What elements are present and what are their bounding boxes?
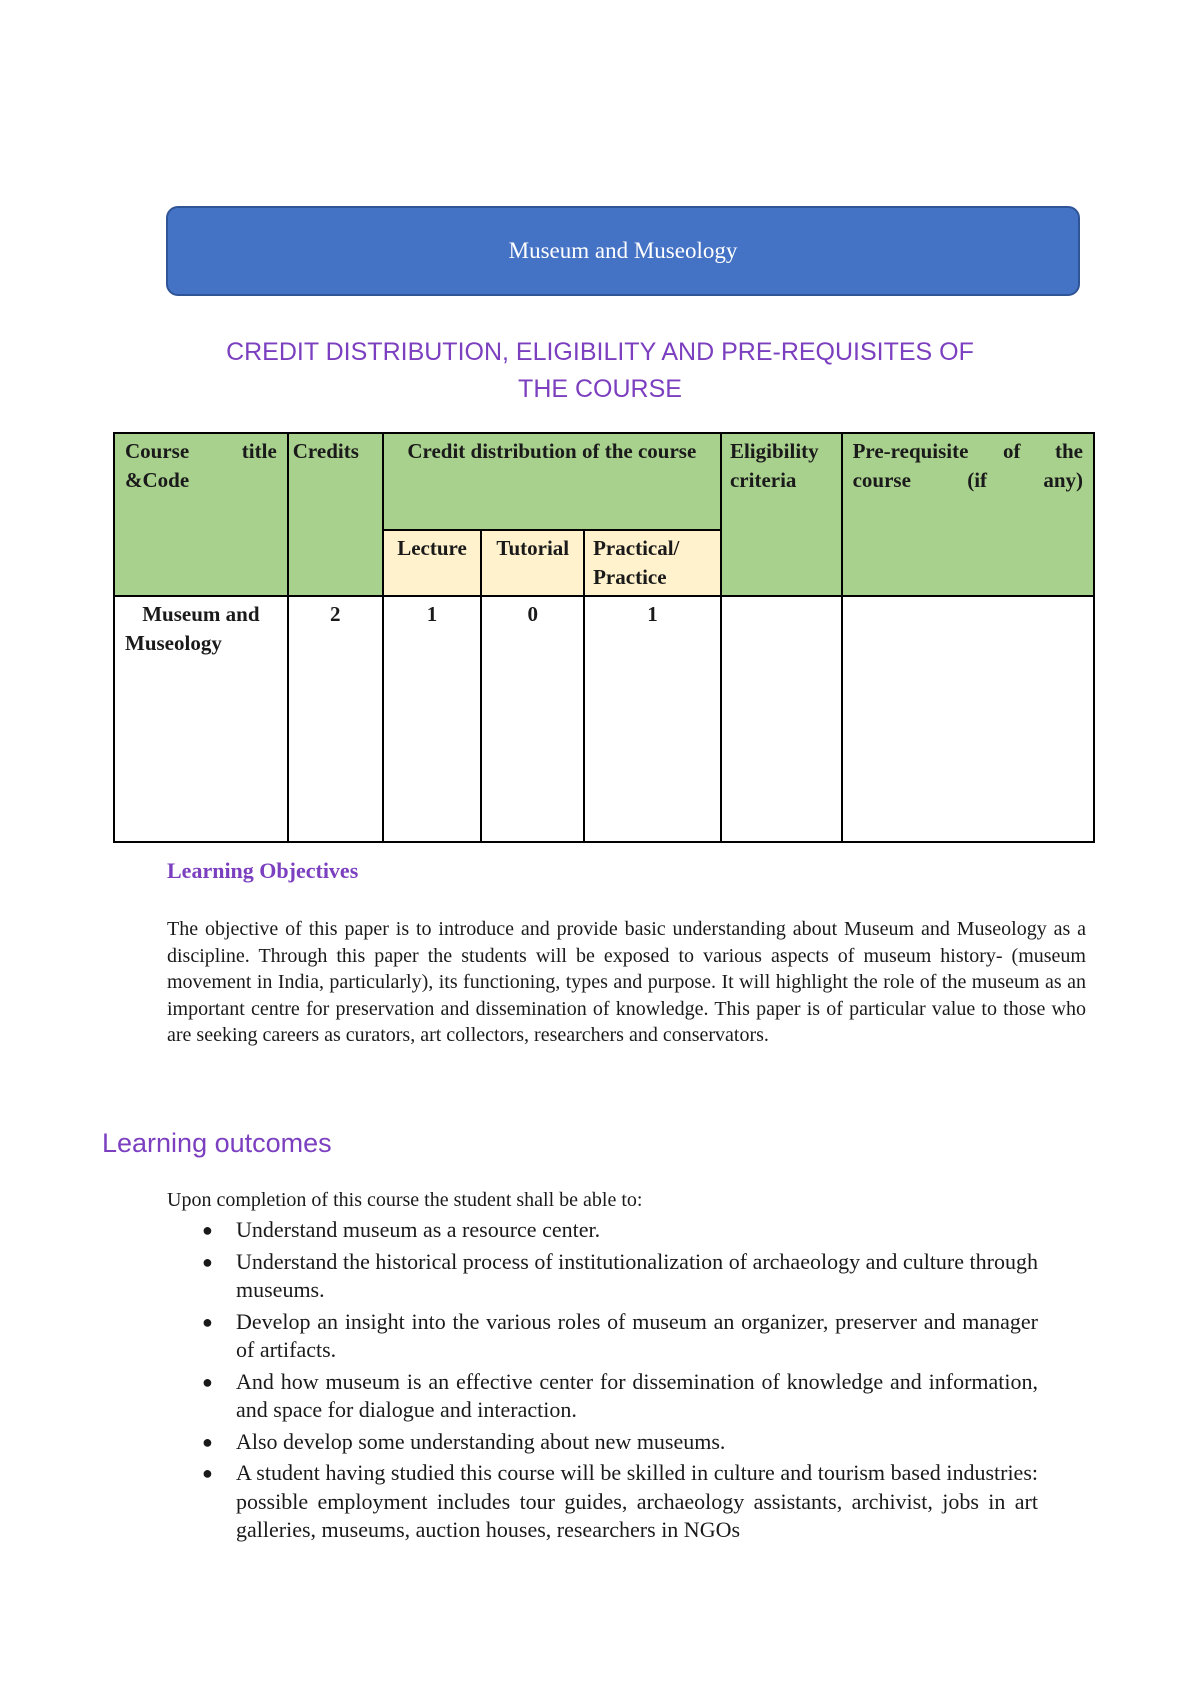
header-credits: Credits (288, 433, 383, 596)
bullet-icon: ● (202, 1371, 213, 1392)
outcome-text: And how museum is an effective center for dissemination of knowledge and information, and space for dialogue and interaction. (236, 1368, 1038, 1422)
list-item (202, 1368, 1038, 1425)
bullet-icon: ● (202, 1251, 213, 1272)
header-lecture: Lecture (383, 530, 482, 596)
outcome-text: Also develop some understanding about new museums. (236, 1428, 726, 1454)
outcome-text: A student having studied this course will be skilled in culture and tourism based industries: possible employment includes tour guides, archaeology assistants, archivist, jobs in art galleries, museums, auction houses, researchers in NGOs (236, 1460, 1038, 1542)
outcome-text: Understand museum as a resource center. (236, 1217, 601, 1242)
list-item (202, 1308, 1038, 1365)
learning-outcomes-title: Learning outcomes (102, 1128, 332, 1158)
row-credits: 2 (288, 596, 383, 842)
header-tutorial: Tutorial (481, 530, 584, 596)
section-heading (100, 334, 1100, 408)
row-course: Museum and Museology (114, 596, 288, 842)
banner-title: Museum and Museology (508, 238, 738, 263)
bullet-icon: ● (202, 1220, 213, 1240)
learning-objectives-title: Learning Objectives (167, 858, 359, 883)
row-practical: 1 (584, 596, 721, 842)
row-tutorial: 0 (481, 596, 584, 842)
outcome-text: Develop an insight into the various roles of museum an organizer, preserver and manager of artifacts. (236, 1308, 1038, 1362)
row-eligibility (721, 596, 842, 842)
outcome-text: Understand the historical process of institutionalization of archaeology and culture through museums. (236, 1248, 1038, 1302)
bullet-icon: ● (202, 1431, 213, 1452)
header-course-title: Course title &Code (114, 433, 288, 596)
bullet-icon: ● (202, 1463, 213, 1483)
list-item (202, 1216, 1038, 1245)
row-lecture: 1 (383, 596, 482, 842)
credit-distribution-table (113, 432, 1095, 843)
bullet-icon: ● (202, 1311, 213, 1332)
list-item (202, 1428, 1038, 1457)
list-item (202, 1459, 1038, 1545)
header-credit-distribution: Credit distribution of the course (383, 433, 721, 530)
learning-objectives-text: The objective of this paper is to introduce and provide basic understanding about Museum and Museology as a discipline. Through this paper the students will be exposed to various aspects of museum history- (museum movement in India, particularly), its functioning, types and purpose. It will highlight the role of the museum as an important centre for preservation and dissemination of knowledge. This paper is of particular value to those who are seeking careers as curators, art collectors, researchers and conservators. (167, 918, 1086, 1046)
header-practical: Practical/ Practice (584, 530, 721, 596)
course-title-banner (166, 206, 1080, 296)
heading-line-1: CREDIT DISTRIBUTION, ELIGIBILITY AND PRE-REQUISITES OF (226, 338, 974, 366)
heading-line-2: THE COURSE (518, 375, 682, 403)
list-item (202, 1248, 1038, 1305)
header-prerequisite: Pre-requisite of the course (if any) (842, 433, 1094, 596)
learning-outcomes-intro: Upon completion of this course the student shall be able to: (167, 1189, 643, 1211)
row-prerequisite (842, 596, 1094, 842)
header-eligibility: Eligibility criteria (721, 433, 842, 596)
learning-outcomes-list (202, 1216, 1038, 1548)
